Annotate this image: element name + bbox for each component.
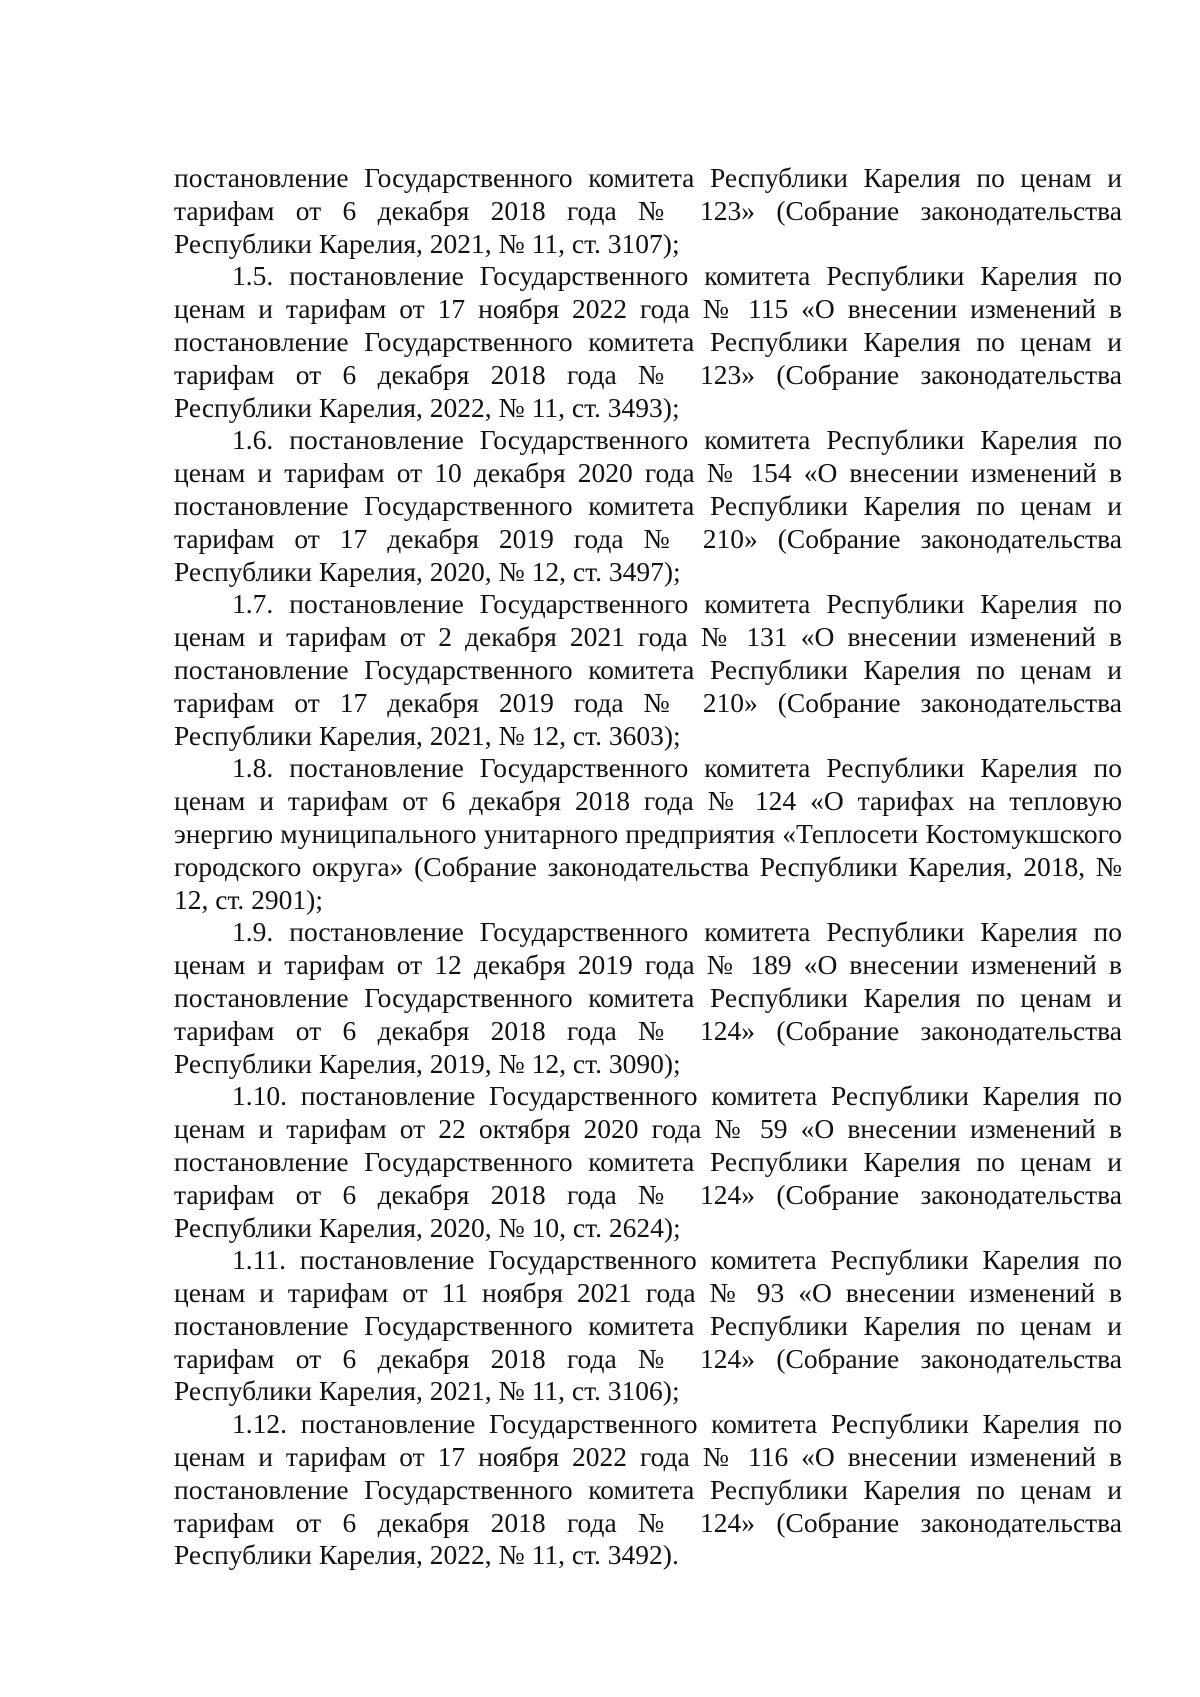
document-body [174,162,1122,1572]
paragraph-item-1-10: 1.10. постановление Государственного комитета Республики Карелия по ценам и тарифам от 22 октября 2020 года № 59 «О внесении изменений в постановление Государственного комитета Республики Карелия по ценам и тарифам от 6 декабря 2018 года № 124» (Собрание законодательства Республики Карелия, 2020, № 10, ст. 2624); [174,1080,1122,1243]
paragraph-item-1-7: 1.7. постановление Государственного комитета Республики Карелия по ценам и тарифам от 2 декабря 2021 года № 131 «О внесении изменений в постановление Государственного комитета Республики Карелия по ценам и тарифам от 17 декабря 2019 года № 210» (Собрание законодательства Республики Карелия, 2021, № 12, ст. 3603); [174,588,1122,751]
paragraph-item-1-5: 1.5. постановление Государственного комитета Республики Карелия по ценам и тарифам от 17 ноября 2022 года № 115 «О внесении изменений в постановление Государственного комитета Республики Карелия по ценам и тарифам от 6 декабря 2018 года № 123» (Собрание законодательства Республики Карелия, 2022, № 11, ст. 3493); [174,260,1122,423]
paragraph-item-1-6: 1.6. постановление Государственного комитета Республики Карелия по ценам и тарифам от 10 декабря 2020 года № 154 «О внесении изменений в постановление Государственного комитета Республики Карелия по ценам и тарифам от 17 декабря 2019 года № 210» (Собрание законодательства Республики Карелия, 2020, № 12, ст. 3497); [174,424,1122,587]
paragraph-item-1-12: 1.12. постановление Государственного комитета Республики Карелия по ценам и тарифам от 17 ноября 2022 года № 116 «О внесении изменений в постановление Государственного комитета Республики Карелия по ценам и тарифам от 6 декабря 2018 года № 124» (Собрание законодательства Республики Карелия, 2022, № 11, ст. 3492). [174,1408,1122,1571]
paragraph-item-1-8: 1.8. постановление Государственного комитета Республики Карелия по ценам и тарифам от 6 декабря 2018 года № 124 «О тарифах на тепловую энергию муниципального унитарного предприятия «Теплосети Костомукшского городского округа» (Собрание законодательства Республики Карелия, 2018, № 12, ст. 2901); [174,752,1122,915]
paragraph-item-1-9: 1.9. постановление Государственного комитета Республики Карелия по ценам и тарифам от 12 декабря 2019 года № 189 «О внесении изменений в постановление Государственного комитета Республики Карелия по ценам и тарифам от 6 декабря 2018 года № 124» (Собрание законодательства Республики Карелия, 2019, № 12, ст. 3090); [174,916,1122,1079]
paragraph-continuation: постановление Государственного комитета Республики Карелия по ценам и тарифам от 6 декабря 2018 года № 123» (Собрание законодательства Республики Карелия, 2021, № 11, ст. 3107); [174,162,1122,259]
paragraph-item-1-11: 1.11. постановление Государственного комитета Республики Карелия по ценам и тарифам от 11 ноября 2021 года № 93 «О внесении изменений в постановление Государственного комитета Республики Карелия по ценам и тарифам от 6 декабря 2018 года № 124» (Собрание законодательства Республики Карелия, 2021, № 11, ст. 3106); [174,1244,1122,1407]
